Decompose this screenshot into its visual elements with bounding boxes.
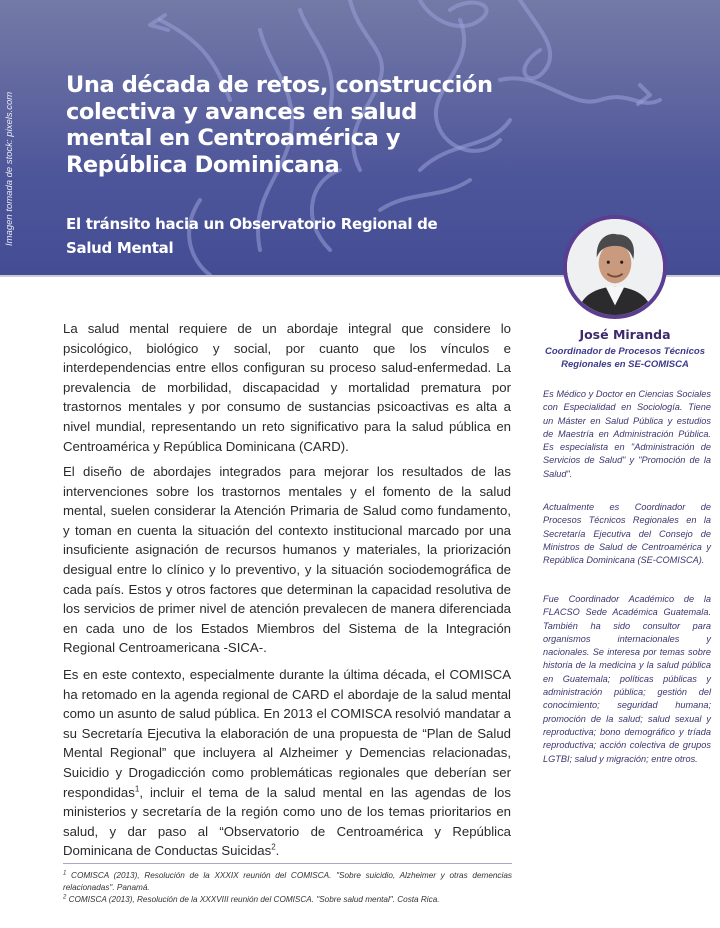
image-credit: Imagen tomada de stock: pixels.com	[4, 91, 15, 246]
paragraph-text: Es en este contexto, especialmente durante la última década, el COMISCA ha retomado en la agenda regional de CARD el abordaje de la salud mental como un asunto de salud pública. En 2013 el COMISCA resolvió mandatar a su Secretaría Ejecutiva la elaboración de una propuesta de “Plan de Salud Mental Regional” que incluyera al Alzheimer y Demencias relacionadas, Suicidio y Drogadicción como problemáticas regionales que deberían ser respondidas	[63, 667, 511, 800]
paragraph-text: .	[275, 843, 280, 859]
author-role: Coordinador de Procesos Técnicos Regionales en SE-COMISCA	[545, 346, 705, 370]
article-paragraph: La salud mental requiere de un abordaje integral que considere lo psicológico, biológico y social, por cuanto que los vínculos e interdependencias entre ellos configuran su proceso salud-enfermedad. La prevalencia de morbilidad, discapacidad y mortalidad prematura por trastornos mentales y por consumo de sustancias psicoactivas es alta a nivel mundial, representando un reto significativo para la salud pública en Centroamérica y República Dominicana (CARD).	[63, 321, 511, 454]
author-bio-paragraph: Actualmente es Coordinador de Procesos Técnicos Regionales en la Secretaría Ejecutiva del Consejo de Ministros de Salud de Centroamérica y República Dominicana (SE-COMISCA).	[543, 502, 711, 566]
footnote	[63, 894, 512, 906]
footnote-text: COMISCA (2013), Resolución de la XXXIX reunión del COMISCA. "Sobre suicidio, Alzheimer y otras demencias relacionadas". Panamá.	[63, 871, 512, 893]
person-photo-icon	[567, 219, 663, 315]
footnote-ref[interactable]: 2	[271, 842, 276, 852]
footnote-number: 1	[63, 870, 67, 877]
footnote	[63, 870, 512, 894]
author-bio-paragraph: Es Médico y Doctor en Ciencias Sociales con Especialidad en Sociología. Tiene un Máster en Salud Pública y estudios de Maestría en Administración Pública. Es especialista en "Administración de Servicios de Salud" y "Promoción de la Salud".	[543, 389, 711, 479]
article-title: Una década de retos, construcción colectiva y avances en salud mental en Centroamérica y República Dominicana	[66, 72, 493, 178]
article-paragraph: El diseño de abordajes integrados para mejorar los resultados de las intervenciones sobre los trastornos mentales y el fomento de la salud mental, suelen considerar la Atención Primaria de Salud como fundamento, y toman en cuenta la situación del contexto institucional marcado por una insuficiente asignación de recursos humanos y materiales, la priorización desigual entre lo clínico y lo preventivo, y la situación sociodemográfica de cada país. Estos y otros factores que determinan la capacidad resolutiva de los servicios de primer nivel de atención prevalecen de manera diferenciada en cada uno de los Estados Miembros del Sistema de la Integración Regional Centroamericana -SICA-.	[63, 464, 511, 656]
author-name: José Miranda	[579, 327, 671, 342]
footnote-number: 2	[63, 894, 67, 901]
footnotes	[63, 870, 512, 907]
footnote-ref[interactable]: 1	[134, 784, 140, 794]
footnote-text: COMISCA (2013), Resolución de la XXXVIII reunión del COMISCA. "Sobre salud mental". Costa Rica.	[66, 895, 440, 905]
paragraph-text: , incluir el tema de la salud mental en las agendas de los ministerios y secretaría de la región como uno de los temas prioritarios en salud, y dar paso al “Observatorio de Centroamérica y República Dominicana de Conductas Suicidas	[63, 784, 511, 859]
footnote-divider	[63, 863, 512, 864]
article-subtitle: El tránsito hacia un Observatorio Regional de Salud Mental	[66, 215, 438, 257]
article-paragraph	[63, 665, 511, 861]
author-bio-paragraph: Fue Coordinador Académico de la FLACSO Sede Académica Guatemala. También ha sido consultor para organismos internacionales y nacionales. Se interesa por temas sobre historia de la medicina y la salud pública en Guatemala; políticas públicas y administración pública; gestión del conocimiento; seguridad humana; promoción de la salud; salud sexual y reproductiva; bono demográfico y tríada reproductiva; acción colectiva de grupos LGTBI; salud y migración; entre otros.	[543, 594, 711, 764]
author-photo	[563, 215, 667, 319]
